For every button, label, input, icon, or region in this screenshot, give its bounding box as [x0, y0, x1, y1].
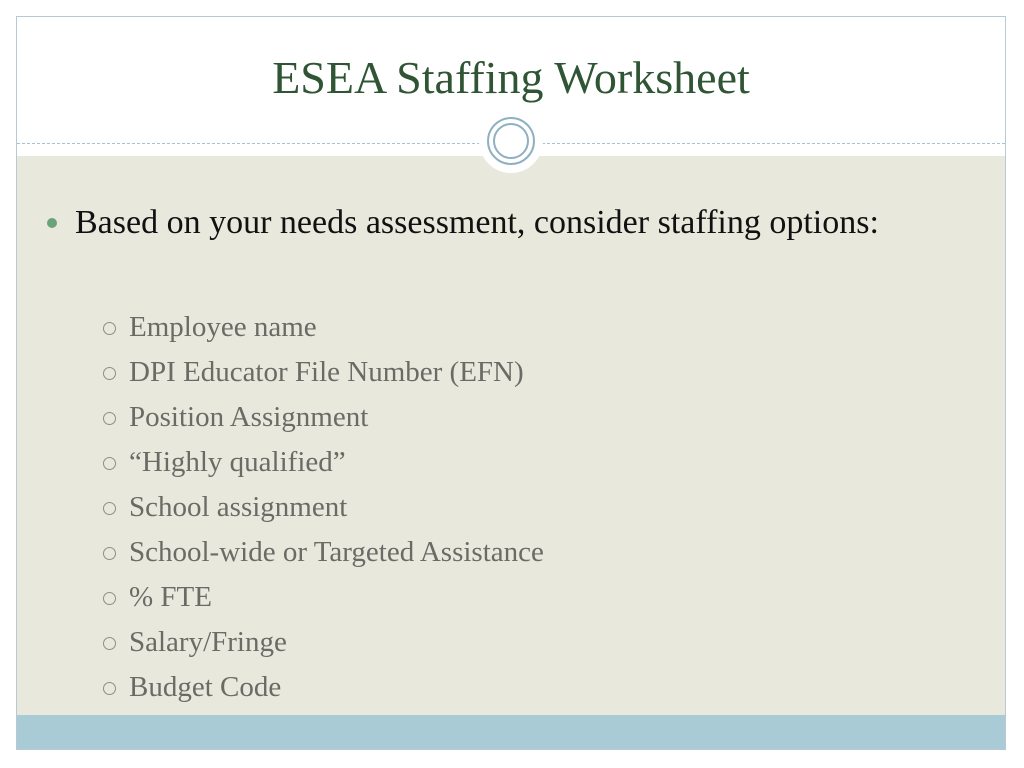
- sub-bullet-list: [103, 305, 544, 710]
- slide: [16, 16, 1006, 750]
- hollow-circle-bullet-icon: [103, 457, 116, 470]
- sub-bullet-label: School-wide or Targeted Assistance: [129, 536, 544, 568]
- sub-bullet-label: Employee name: [129, 311, 317, 343]
- sub-bullet-label: Position Assignment: [129, 401, 369, 433]
- sub-bullet-label: Budget Code: [129, 671, 282, 703]
- sub-bullet-item: [103, 440, 544, 485]
- hollow-circle-bullet-icon: [103, 592, 116, 605]
- sub-bullet-item: [103, 575, 544, 620]
- hollow-circle-bullet-icon: [103, 637, 116, 650]
- ornament-outer-ring: [487, 117, 535, 165]
- sub-bullet-label: % FTE: [129, 581, 212, 613]
- main-bullet-text: Based on your needs assessment, consider staffing options:: [75, 204, 879, 241]
- hollow-circle-bullet-icon: [103, 682, 116, 695]
- sub-bullet-label: Salary/Fringe: [129, 626, 287, 658]
- sub-bullet-item: [103, 485, 544, 530]
- hollow-circle-bullet-icon: [103, 367, 116, 380]
- sub-bullet-item: [103, 395, 544, 440]
- sub-bullet-label: DPI Educator File Number (EFN): [129, 356, 524, 388]
- footer-band: [17, 715, 1005, 749]
- hollow-circle-bullet-icon: [103, 412, 116, 425]
- hollow-circle-bullet-icon: [103, 547, 116, 560]
- sub-bullet-item: [103, 665, 544, 710]
- bullet-dot-icon: [47, 218, 57, 228]
- sub-bullet-item: [103, 620, 544, 665]
- circle-ornament-icon: [479, 109, 543, 173]
- sub-bullet-item: [103, 350, 544, 395]
- slide-title: ESEA Staffing Worksheet: [272, 52, 750, 103]
- content-area: [17, 156, 1005, 716]
- sub-bullet-label: School assignment: [129, 491, 348, 523]
- hollow-circle-bullet-icon: [103, 502, 116, 515]
- ornament-inner-ring: [493, 123, 529, 159]
- sub-bullet-label: “Highly qualified”: [129, 446, 346, 478]
- main-bullet: [47, 200, 947, 245]
- hollow-circle-bullet-icon: [103, 322, 116, 335]
- sub-bullet-item: [103, 530, 544, 575]
- sub-bullet-item: [103, 305, 544, 350]
